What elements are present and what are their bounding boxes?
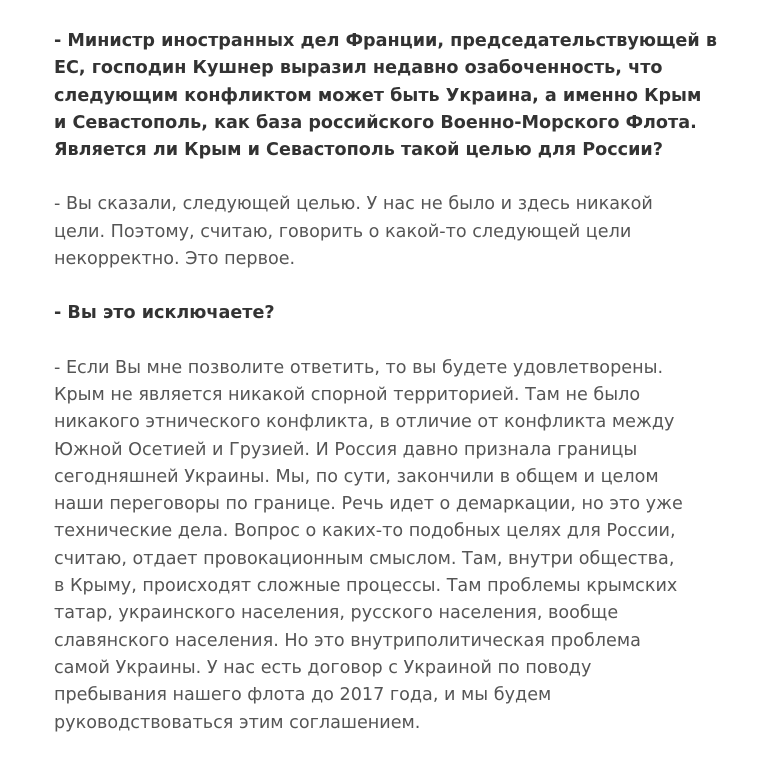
question-paragraph-1	[54, 28, 754, 164]
text-line: считаю, отдает провокационным смыслом. Там, внутри общества,	[54, 548, 675, 569]
text-line: самой Украины. У нас есть договор с Украиной по поводу	[54, 657, 592, 678]
text-line: Является ли Крым и Севастополь такой целью для России?	[54, 140, 663, 161]
answer-paragraph-1	[54, 191, 754, 273]
text-line: сегодняшней Украины. Мы, по сути, закончили в общем и целом	[54, 466, 659, 487]
question-paragraph-2	[54, 300, 754, 327]
text-line: в Крыму, происходят сложные процессы. Там проблемы крымских	[54, 576, 678, 597]
text-line: никакого этнического конфликта, в отличие от конфликта между	[54, 412, 675, 433]
interview-article	[54, 28, 754, 764]
text-line: - Министр иностранных дел Франции, председательствующей в	[54, 31, 717, 51]
text-line: наши переговоры по границе. Речь идет о демаркации, но это уже	[54, 494, 683, 515]
text-line: - Вы это исключаете?	[54, 303, 275, 324]
text-line: Южной Осетией и Грузией. И Россия давно признала границы	[54, 439, 638, 460]
text-line: цели. Поэтому, считаю, говорить о какой-то следующей цели	[54, 221, 632, 242]
text-line: некорректно. Это первое.	[54, 249, 296, 270]
text-line: Крым не является никакой спорной территорией. Там не было	[54, 384, 641, 405]
text-line: и Севастополь, как база российского Военно-Морского Флота.	[54, 112, 697, 133]
answer-paragraph-2	[54, 355, 754, 737]
text-line: ЕС, господин Кушнер выразил недавно озабоченность, что	[54, 58, 663, 79]
text-line: татар, украинского населения, русского населения, вообще	[54, 603, 619, 624]
text-line: руководствоваться этим соглашением.	[54, 712, 421, 733]
text-line: следующим конфликтом может быть Украина, а именно Крым	[54, 85, 702, 106]
text-line: технические дела. Вопрос о каких-то подобных целях для России,	[54, 521, 676, 542]
text-line: - Вы сказали, следующей целью. У нас не было и здесь никакой	[54, 194, 653, 215]
text-line: пребывания нашего флота до 2017 года, и мы будем	[54, 685, 552, 706]
text-line: славянского населения. Но это внутриполитическая проблема	[54, 630, 641, 651]
text-line: - Если Вы мне позволите ответить, то вы будете удовлетворены.	[54, 357, 664, 378]
